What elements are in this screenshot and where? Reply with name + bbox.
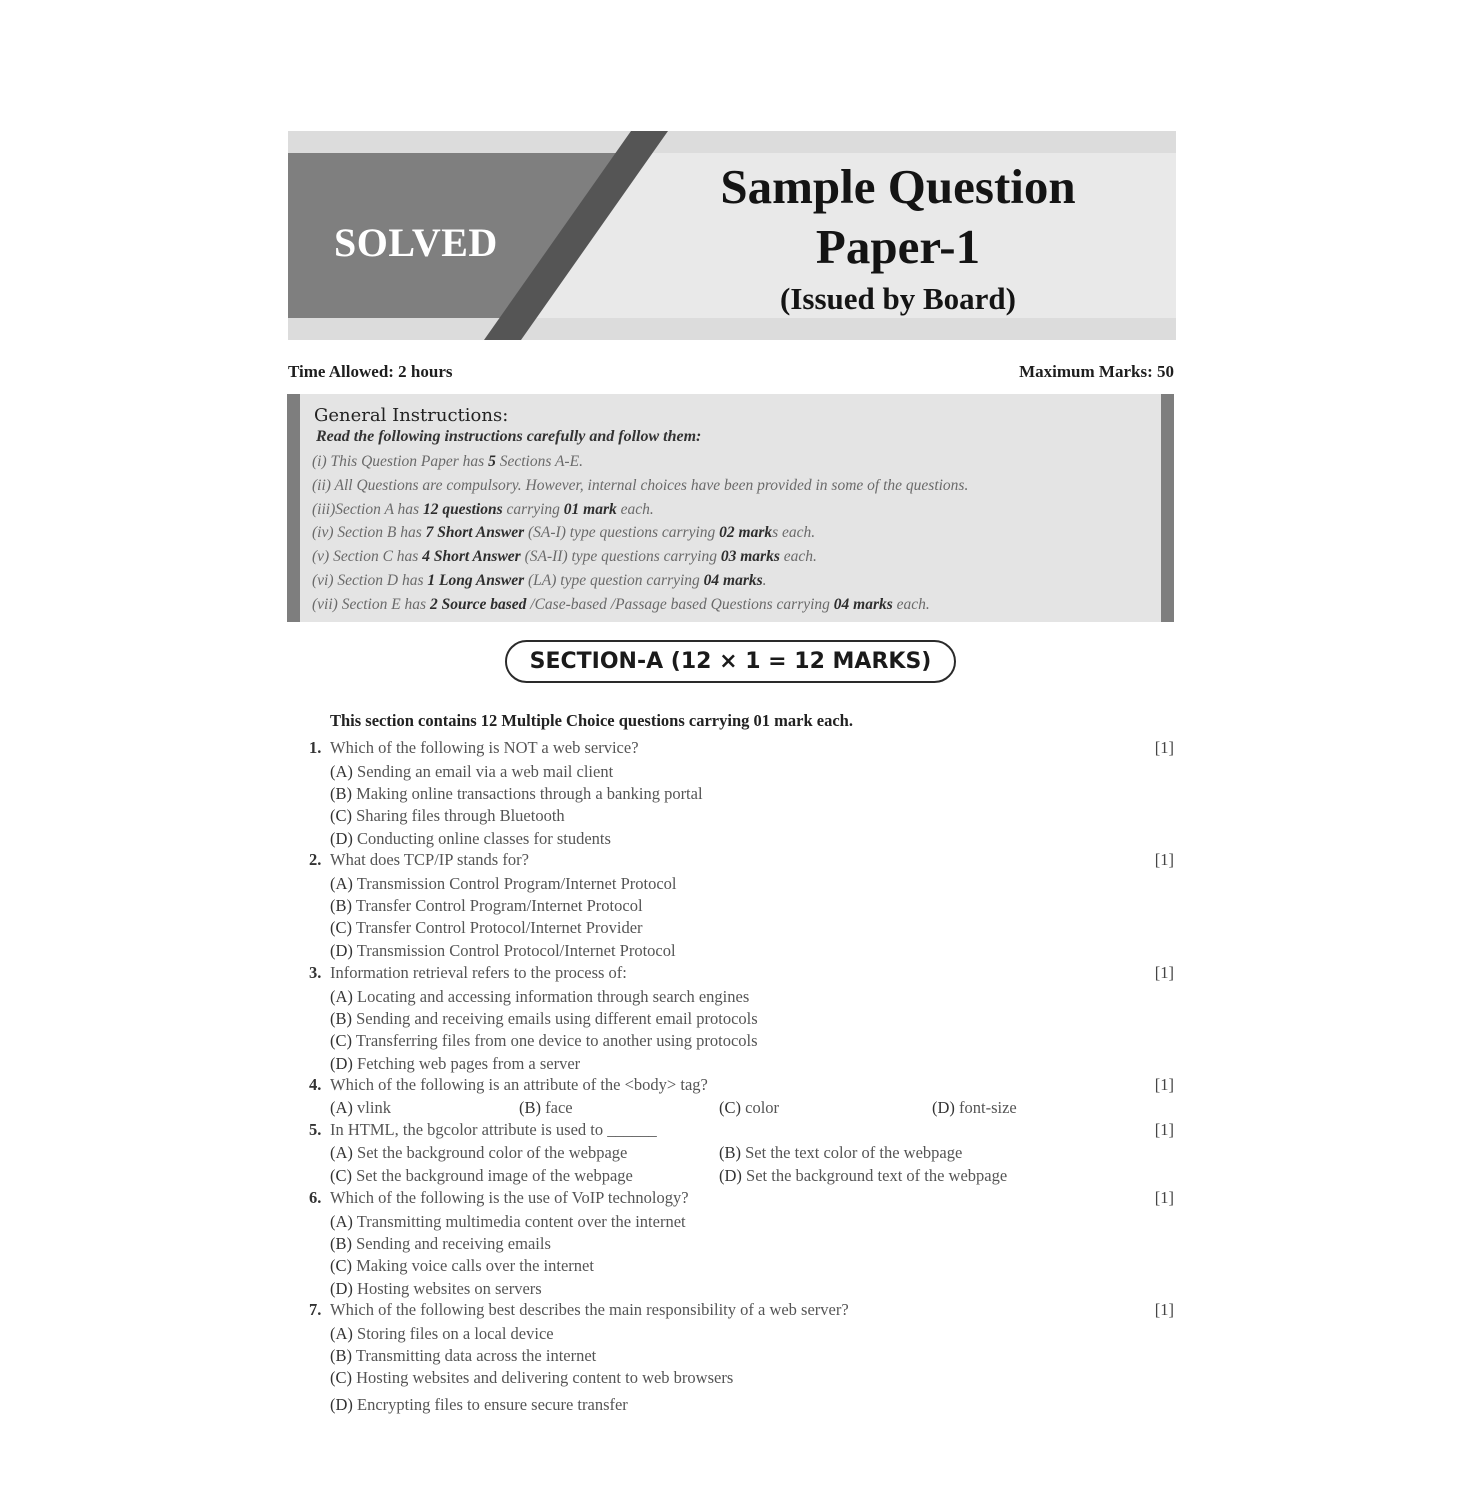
option-b	[330, 784, 703, 804]
title-banner	[288, 131, 1176, 340]
instruction-text: carrying	[502, 500, 564, 518]
title-line-1: Sample Question	[720, 159, 1076, 214]
instruction-emphasis: 03 marks	[720, 548, 780, 566]
question-text: Which of the following is NOT a web service?	[330, 738, 639, 757]
option-label: (C)	[330, 918, 352, 937]
question-number: 4.	[309, 1075, 322, 1094]
option-label: (C)	[330, 1368, 352, 1387]
option-label: (B)	[330, 1009, 352, 1028]
option-text: Encrypting files to ensure secure transfer	[357, 1395, 628, 1414]
option-text: Set the background color of the webpage	[357, 1143, 628, 1162]
question-number: 2.	[309, 850, 322, 869]
question-marks: [1]	[1154, 1188, 1174, 1207]
option-text: Fetching web pages from a server	[357, 1054, 581, 1073]
instruction-item	[312, 498, 968, 522]
option-c	[330, 1368, 733, 1388]
option-text: Conducting online classes for students	[357, 829, 611, 848]
option-label: (A)	[330, 1212, 353, 1231]
option-label: (B)	[330, 896, 352, 915]
option-c	[330, 1256, 594, 1276]
option-label: (D)	[330, 1054, 353, 1073]
option-label: (B)	[519, 1098, 541, 1117]
option-text: Sending and receiving emails	[356, 1234, 551, 1253]
option-label: (B)	[330, 1346, 352, 1365]
option-a	[330, 762, 613, 782]
instruction-emphasis: 12 questions	[422, 500, 503, 518]
option-text: color	[745, 1098, 780, 1117]
question-number: 3.	[309, 963, 322, 982]
instruction-text: (vi) Section D has	[312, 571, 428, 589]
instructions-list	[312, 450, 968, 617]
option-text: face	[545, 1098, 573, 1117]
option-text: Transmission Control Protocol/Internet Protocol	[356, 941, 676, 960]
instruction-text: (SA-I) type questions carrying	[524, 524, 720, 542]
option-label: (A)	[330, 1324, 353, 1343]
option-d	[330, 941, 676, 961]
question-marks: [1]	[1154, 738, 1174, 757]
option-a	[330, 1324, 554, 1344]
option-text: Transferring files from one device to another using protocols	[355, 1031, 758, 1050]
option-text: Transfer Control Protocol/Internet Provider	[355, 918, 643, 937]
title-line-2: Paper-1	[815, 219, 981, 274]
option-text: Transmitting data across the internet	[355, 1346, 597, 1365]
instruction-text: (ii) All Questions are compulsory. However, internal choices have been provided in some of the questions.	[312, 476, 969, 494]
instructions-heading: General Instructions:	[314, 405, 509, 426]
instruction-text: each.	[892, 595, 930, 613]
option-label: (D)	[330, 1279, 353, 1298]
question-number: 1.	[309, 738, 322, 757]
option-text: Set the background text of the webpage	[746, 1166, 1008, 1185]
instruction-text: (iv) Section B has	[312, 524, 426, 542]
option-d	[719, 1166, 1007, 1186]
option-c	[719, 1098, 779, 1118]
option-b	[330, 1346, 596, 1366]
instruction-text: Sections A-E.	[495, 453, 583, 470]
instruction-text: each.	[779, 548, 817, 566]
question-marks: [1]	[1154, 1075, 1174, 1094]
option-text: Set the text color of the webpage	[745, 1143, 963, 1162]
question-number: 5.	[309, 1120, 322, 1139]
general-instructions-box	[287, 394, 1174, 622]
option-a	[330, 1098, 391, 1118]
option-label: (C)	[330, 1031, 352, 1050]
instructions-subheading: Read the following instructions carefully and follow them:	[316, 428, 702, 445]
instruction-text: each.	[616, 500, 654, 518]
question-text: Which of the following is the use of VoIP technology?	[330, 1188, 689, 1207]
instruction-emphasis: 02 mark	[719, 524, 773, 542]
option-text: Sharing files through Bluetooth	[356, 806, 565, 825]
option-text: Sending and receiving emails using different email protocols	[356, 1009, 758, 1028]
option-label: (B)	[719, 1143, 741, 1162]
option-b	[519, 1098, 573, 1118]
option-d	[330, 829, 611, 849]
option-label: (D)	[330, 829, 353, 848]
option-d	[330, 1279, 542, 1299]
question-text: In HTML, the bgcolor attribute is used to ______	[330, 1120, 657, 1139]
option-text: vlink	[357, 1098, 391, 1117]
instruction-item	[312, 569, 968, 593]
question-marks: [1]	[1154, 850, 1174, 869]
question-text: Which of the following best describes the main responsibility of a web server?	[330, 1300, 849, 1319]
instruction-text: (vii) Section E has	[312, 595, 430, 613]
option-b	[330, 896, 643, 916]
instruction-emphasis: 2 Source based	[429, 595, 527, 613]
instruction-text: (iii)Section A has	[312, 500, 423, 518]
instruction-item	[312, 545, 968, 569]
option-text: Set the background image of the webpage	[356, 1166, 633, 1185]
option-c	[330, 1166, 633, 1186]
option-b	[719, 1143, 962, 1163]
question-marks: [1]	[1154, 1120, 1174, 1139]
option-label: (C)	[719, 1098, 741, 1117]
instruction-text: (LA) type question carrying	[524, 571, 704, 589]
option-b	[330, 1009, 758, 1029]
option-c	[330, 806, 565, 826]
option-label: (A)	[330, 987, 353, 1006]
maximum-marks: Maximum Marks: 50	[1019, 362, 1174, 381]
title-subtitle: (Issued by Board)	[780, 281, 1016, 316]
instruction-emphasis: 7 Short Answer	[425, 524, 525, 542]
option-label: (D)	[932, 1098, 955, 1117]
instruction-text: (i) This Question Paper has	[312, 453, 489, 470]
option-c	[330, 1031, 758, 1051]
instruction-item	[312, 450, 968, 474]
option-text: Sending an email via a web mail client	[357, 762, 614, 781]
option-label: (B)	[330, 1234, 352, 1253]
question-text: Information retrieval refers to the process of:	[330, 963, 627, 982]
instruction-text: /Case-based /Passage based Questions carrying	[526, 595, 834, 613]
option-label: (B)	[330, 784, 352, 803]
option-text: font-size	[959, 1098, 1017, 1117]
instruction-item	[312, 593, 968, 617]
option-text: Transmission Control Program/Internet Protocol	[356, 874, 677, 893]
section-a-heading: SECTION-A (12 × 1 = 12 MARKS)	[505, 640, 956, 683]
instruction-item	[312, 521, 968, 545]
instruction-emphasis: 01 mark	[563, 500, 617, 518]
option-label: (A)	[330, 874, 353, 893]
option-label: (A)	[330, 1098, 353, 1117]
solved-badge: SOLVED	[334, 220, 498, 265]
time-allowed: Time Allowed: 2 hours	[288, 362, 453, 381]
instruction-emphasis: 04 marks	[703, 571, 763, 589]
question-text: What does TCP/IP stands for?	[330, 850, 529, 869]
instruction-text: s each.	[772, 524, 816, 542]
option-text: Making online transactions through a banking portal	[356, 784, 703, 803]
section-intro: This section contains 12 Multiple Choice questions carrying 01 mark each.	[330, 711, 853, 730]
option-text: Hosting websites and delivering content to web browsers	[356, 1368, 734, 1387]
option-text: Transmitting multimedia content over the internet	[356, 1212, 686, 1231]
question-number: 7.	[309, 1300, 322, 1319]
instruction-text: (v) Section C has	[312, 548, 423, 566]
instruction-emphasis: 04 marks	[833, 595, 893, 613]
instruction-item	[312, 474, 968, 498]
option-a	[330, 1212, 686, 1232]
option-a	[330, 1143, 627, 1163]
page-title	[668, 157, 1128, 319]
instruction-text: (SA-II) type questions carrying	[520, 548, 721, 566]
option-a	[330, 987, 749, 1007]
option-label: (C)	[330, 1256, 352, 1275]
option-label: (A)	[330, 762, 353, 781]
option-c	[330, 918, 643, 938]
instruction-emphasis: 5	[488, 453, 496, 470]
option-d	[932, 1098, 1017, 1118]
option-label: (D)	[330, 941, 353, 960]
option-a	[330, 874, 677, 894]
option-d	[330, 1054, 580, 1074]
option-text: Storing files on a local device	[357, 1324, 554, 1343]
option-label: (C)	[330, 806, 352, 825]
option-label: (D)	[330, 1395, 353, 1414]
option-text: Locating and accessing information through search engines	[357, 987, 750, 1006]
option-label: (C)	[330, 1166, 352, 1185]
instruction-emphasis: 1 Long Answer	[427, 571, 525, 589]
question-number: 6.	[309, 1188, 322, 1207]
question-marks: [1]	[1154, 963, 1174, 982]
option-b	[330, 1234, 551, 1254]
instruction-text: .	[762, 571, 767, 589]
option-text: Making voice calls over the internet	[356, 1256, 594, 1275]
option-d	[330, 1395, 628, 1415]
option-text: Transfer Control Program/Internet Protocol	[355, 896, 643, 915]
option-label: (A)	[330, 1143, 353, 1162]
question-text: Which of the following is an attribute of the <body> tag?	[330, 1075, 708, 1094]
instruction-emphasis: 4 Short Answer	[422, 548, 521, 566]
option-label: (D)	[719, 1166, 742, 1185]
question-marks: [1]	[1154, 1300, 1174, 1319]
option-text: Hosting websites on servers	[357, 1279, 542, 1298]
